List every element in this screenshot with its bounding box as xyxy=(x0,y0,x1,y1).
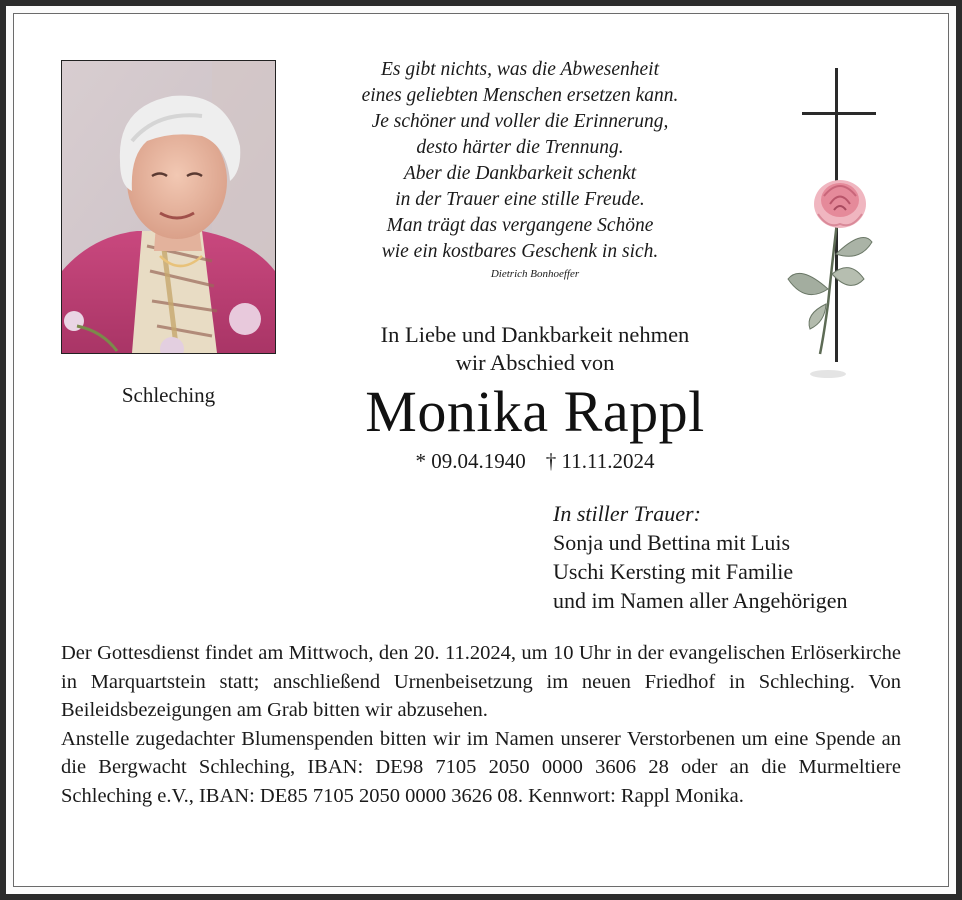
poem xyxy=(300,57,740,283)
mourner-line: Uschi Kersting mit Familie xyxy=(553,559,794,584)
intro-line: wir Abschied von xyxy=(455,350,615,375)
poem-line: wie ein kostbares Geschenk in sich. xyxy=(381,241,659,262)
mourners-heading: In stiller Trauer: xyxy=(553,501,701,526)
life-dates xyxy=(300,448,770,474)
mourners xyxy=(553,499,913,615)
mourner-line: Sonja und Bettina mit Luis xyxy=(553,530,791,555)
poem-line: eines geliebten Menschen ersetzen kann. xyxy=(361,85,679,106)
poem-line: Aber die Dankbarkeit schenkt xyxy=(403,163,637,184)
service-notice xyxy=(61,639,901,810)
intro-line: In Liebe und Dankbarkeit nehmen xyxy=(380,322,690,347)
portrait-photo xyxy=(61,60,276,354)
place-name: Schleching xyxy=(121,383,216,407)
poem-author: Dietrich Bonhoeffer xyxy=(490,268,580,280)
poem-line: desto härter die Trennung. xyxy=(416,137,624,158)
poem-line: in der Trauer eine stille Freude. xyxy=(395,189,645,210)
mourner-line: und im Namen aller Angehörigen xyxy=(553,588,848,613)
service-paragraph: Der Gottesdienst findet am Mittwoch, den 20. 11.2024, um 10 Uhr in der evangelischen Erlöserkirche in Marquartstein statt; anschließend Urnenbeisetzung im neuen Friedhof in Schleching. Von Beileidsbezeigungen am Grab bitten wir abzusehen. xyxy=(61,642,901,721)
cross-with-rose-icon xyxy=(780,64,900,394)
farewell-intro xyxy=(300,321,770,377)
deceased-name: Monika Rappl xyxy=(365,379,705,444)
poem-line: Man trägt das vergangene Schöne xyxy=(386,215,654,236)
donation-paragraph: Anstelle zugedachter Blumenspenden bitten wir im Namen unserer Verstorbenen um eine Spende an die Bergwacht Schleching, IBAN: DE98 7105 2050 0000 3606 28 oder an die Murmeltiere Schleching e.V., IBAN: DE85 7105 2050 0000 3626 08. Kennwort: Rappl Monika. xyxy=(61,727,901,807)
birth-date: * 09.04.1940 xyxy=(415,449,526,473)
death-date: † 11.11.2024 xyxy=(545,449,655,473)
poem-line: Je schöner und voller die Erinnerung, xyxy=(371,111,669,132)
poem-line: Es gibt nichts, was die Abwesenheit xyxy=(380,59,660,80)
